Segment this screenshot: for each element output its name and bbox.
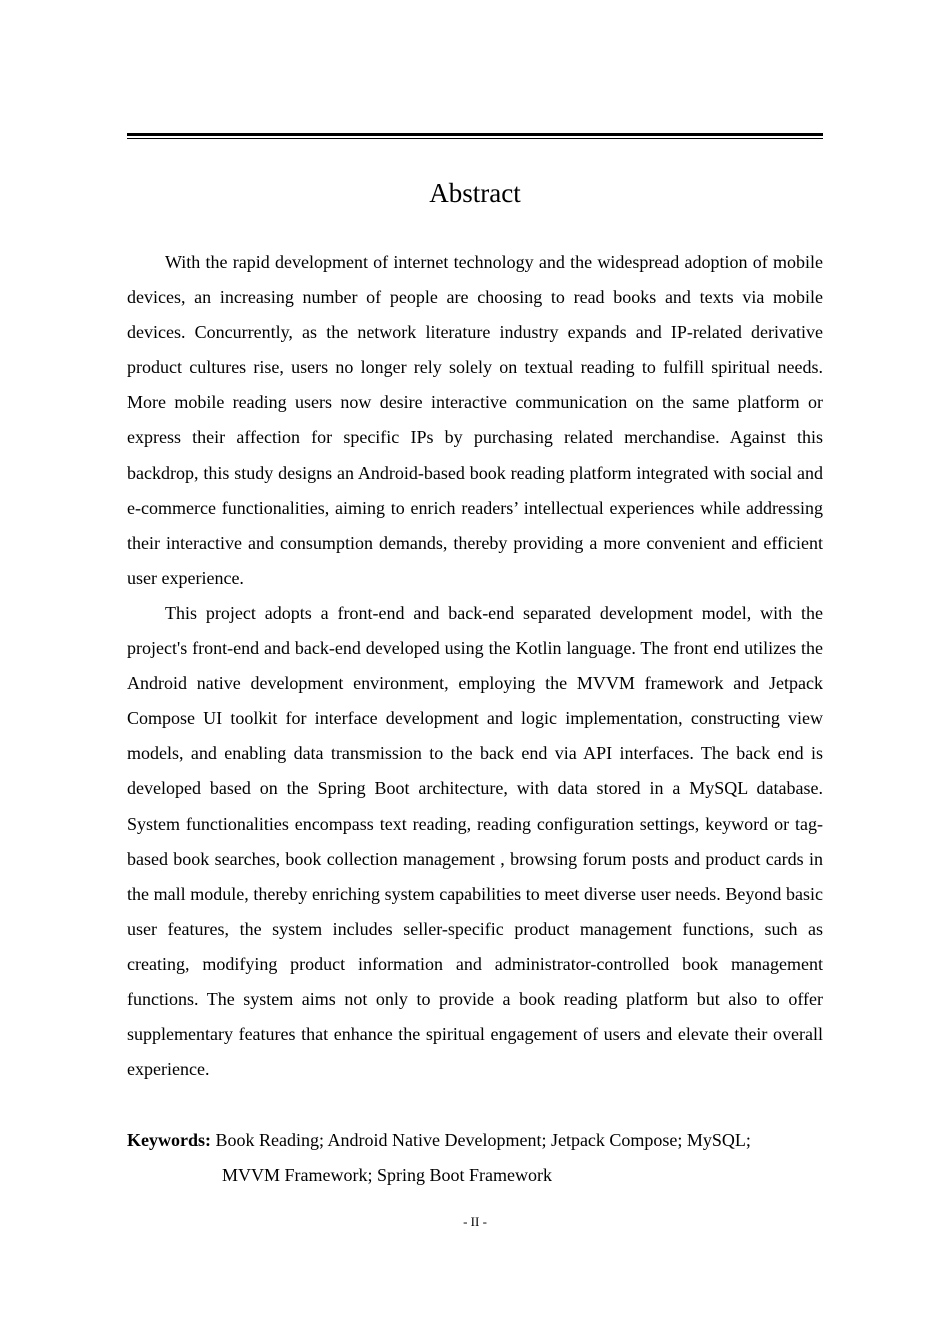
keywords-label: Keywords: xyxy=(127,1130,211,1150)
abstract-body xyxy=(127,245,823,1087)
keywords-list-2: MVVM Framework; Spring Boot Framework xyxy=(222,1165,552,1185)
page-number: - II - xyxy=(463,1214,487,1229)
abstract-paragraph-2: This project adopts a front-end and back-end separated development model, with the project's front-end and back-end developed using the Kotlin language. The front end utilizes the Android native development environment, employing the MVVM framework and Jetpack Compose UI toolkit for interface development and logic implementation, constructing view models, and enabling data transmission to the back end via API interfaces. The back end is developed based on the Spring Boot architecture, with data stored in a MySQL database. System functionalities encompass text reading, reading configuration settings, keyword or tag-based book searches, book collection management , browsing forum posts and product cards in the mall module, thereby enriching system capabilities to meet diverse user needs. Beyond basic user features, the system includes seller-specific product management functions, such as creating, modifying product information and administrator-controlled book management functions. The system aims not only to provide a book reading platform but also to offer supplementary features that enhance the spiritual engagement of users and elevate their overall experience. xyxy=(127,602,823,1080)
keywords-line-2 xyxy=(127,1158,823,1193)
header-rule-thick xyxy=(127,133,823,136)
header-double-rule xyxy=(127,133,823,139)
keywords-list-1: Book Reading; Android Native Development; Jetpack Compose; MySQL; xyxy=(215,1130,751,1150)
abstract-title: Abstract xyxy=(429,178,521,208)
keywords-block xyxy=(127,1123,823,1193)
abstract-paragraph-1: With the rapid development of internet technology and the widespread adoption of mobile devices, an increasing number of people are choosing to read books and texts via mobile devices. Concurrently, as the network literature industry expands and IP-related derivative product cultures rise, users no longer rely solely on textual reading to fulfill spiritual needs. More mobile reading users now desire interactive communication on the same platform or express their affection for specific IPs by purchasing related merchandise. Against this backdrop, this study designs an Android-based book reading platform integrated with social and e-commerce functionalities, aiming to enrich readers’ intellectual experiences while addressing their interactive and consumption demands, thereby providing a more convenient and efficient user experience. xyxy=(127,252,823,588)
keywords-line-1 xyxy=(127,1123,823,1158)
header-rule-thin xyxy=(127,138,823,139)
